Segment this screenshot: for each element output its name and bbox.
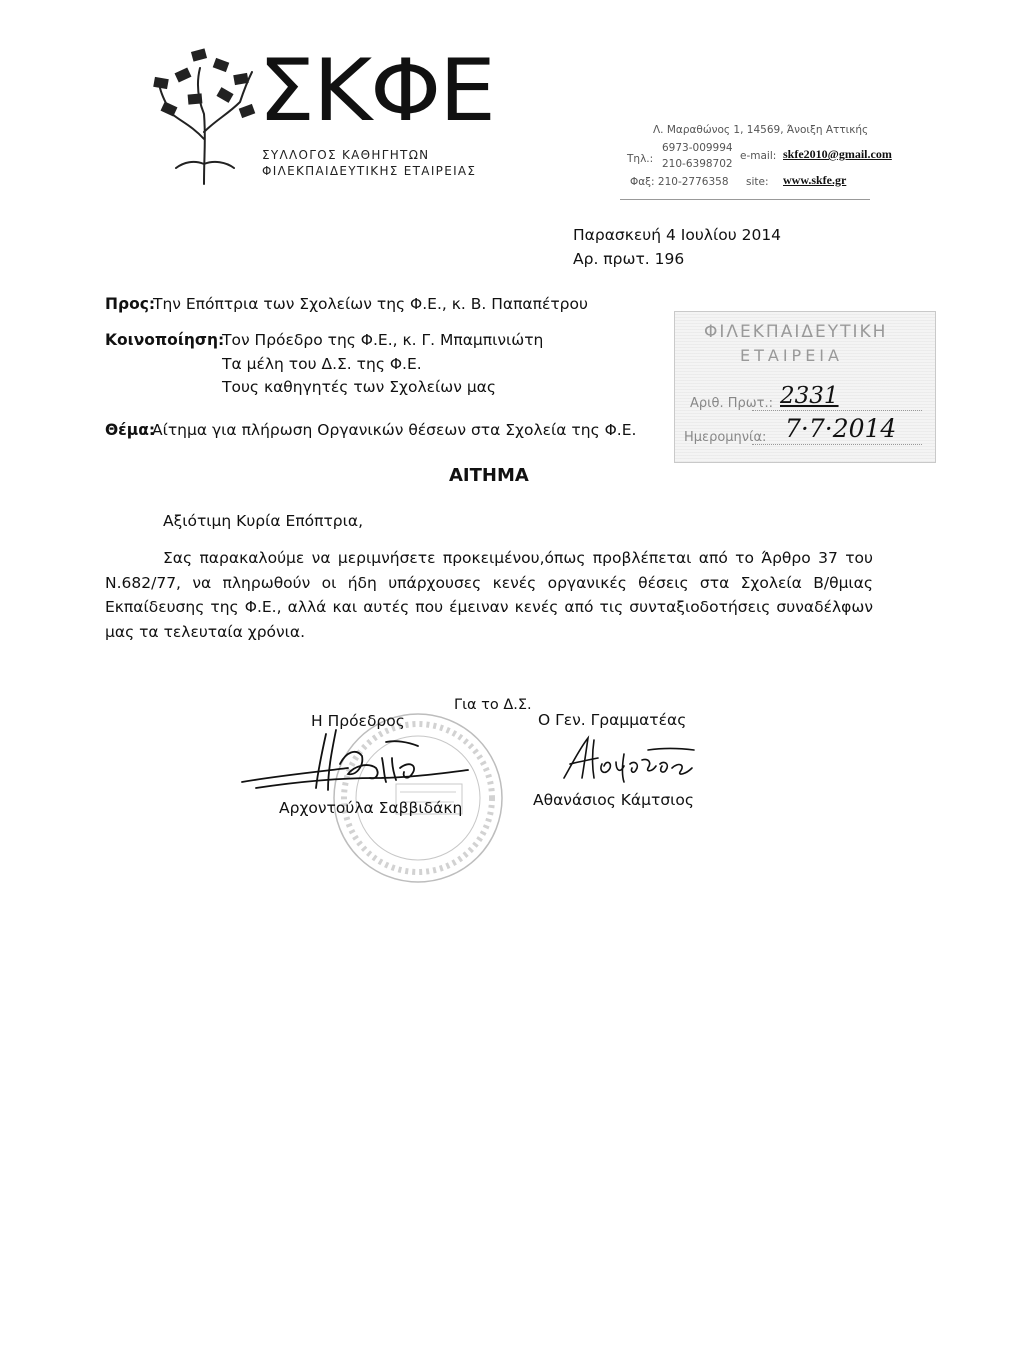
stamp-protocol-label: Αριθ. Πρωτ.: bbox=[690, 396, 774, 411]
for-board-label: Για το Δ.Σ. bbox=[454, 697, 532, 713]
secretary-signature-icon bbox=[558, 734, 708, 784]
org-name-line-1: ΣΥΛΛΟΓΟΣ ΚΑΘΗΓΗΤΩΝ bbox=[262, 148, 430, 162]
to-recipient: Την Επόπτρια των Σχολείων της Φ.Ε., κ. Β. Παπαπέτρου bbox=[153, 295, 588, 313]
stamp-protocol-value: 2331 bbox=[780, 383, 839, 409]
secretary-name: Αθανάσιος Κάμτσιος bbox=[533, 791, 694, 809]
cc-label: Κοινοποίηση: bbox=[105, 331, 225, 349]
president-name: Αρχοντούλα Σαββιδάκη bbox=[279, 799, 463, 817]
contact-phone-2: 210-6398702 bbox=[662, 158, 733, 170]
document-date: Παρασκευή 4 Ιουλίου 2014 bbox=[573, 226, 782, 244]
contact-email-link[interactable]: skfe2010@gmail.com bbox=[783, 147, 892, 161]
subject-text: Αίτημα για πλήρωση Οργανικών θέσεων στα Σχολεία της Φ.Ε. bbox=[152, 421, 637, 439]
stamp-date-value: 7·7·2014 bbox=[785, 414, 897, 443]
salutation: Αξιότιμη Κυρία Επόπτρια, bbox=[163, 512, 364, 530]
org-name-line-2: ΦΙΛΕΚΠΑΙΔΕΥΤΙΚΗΣ ΕΤΑΙΡΕΙΑΣ bbox=[262, 164, 477, 178]
logo-tree-icon bbox=[148, 44, 260, 186]
contact-site-link[interactable]: www.skfe.gr bbox=[783, 173, 847, 187]
contact-site-label: site: bbox=[746, 176, 769, 188]
logo-wordmark: ΣΚΦΕ bbox=[258, 41, 495, 141]
protocol-number: Αρ. πρωτ. 196 bbox=[573, 250, 685, 268]
to-label: Προς: bbox=[105, 295, 156, 313]
header-divider bbox=[620, 199, 870, 200]
cc-recipient: Τον Πρόεδρο της Φ.Ε., κ. Γ. Μπαμπινιώτη bbox=[222, 331, 544, 349]
subject-label: Θέμα: bbox=[105, 421, 156, 439]
president-title: Η Πρόεδρος bbox=[311, 712, 405, 730]
contact-phone-1: 6973-009994 bbox=[662, 142, 733, 154]
document-title: ΑΙΤΗΜΑ bbox=[449, 465, 529, 486]
contact-phone-label: Τηλ.: bbox=[627, 153, 654, 165]
cc-recipient: Τους καθηγητές των Σχολείων μας bbox=[222, 378, 496, 396]
stamp-org-line-2: ΕΤΑΙΡΕΙΑ bbox=[740, 346, 843, 365]
stamp-date-label: Ημερομηνία: bbox=[684, 430, 767, 445]
stamp-org-line-1: ΦΙΛΕΚΠΑΙΔΕΥΤΙΚΗ bbox=[704, 322, 888, 342]
body-paragraph: Σας παρακαλούμε να μεριμνήσετε προκειμένου,όπως προβλέπεται από το Άρθρο 37 του Ν.682/77, να πληρωθούν οι ήδη υπάρχουσες κενές οργανικές θέσεις στα Σχολεία Β/θμιας Εκπαίδευσης της Φ.Ε., αλλά και αυτές που έμειναν κενές από τις συνταξιοδοτήσεις συναδέλφων μας τα τελευταία χρόνια. bbox=[105, 549, 873, 641]
contact-fax: Φαξ: 210-2776358 bbox=[630, 176, 729, 188]
contact-email-label: e-mail: bbox=[740, 150, 777, 162]
secretary-title: Ο Γεν. Γραμματέας bbox=[538, 711, 687, 729]
cc-recipient: Τα μέλη του Δ.Σ. της Φ.Ε. bbox=[222, 355, 422, 373]
contact-address: Λ. Μαραθώνος 1, 14569, Άνοιξη Αττικής bbox=[653, 124, 869, 136]
